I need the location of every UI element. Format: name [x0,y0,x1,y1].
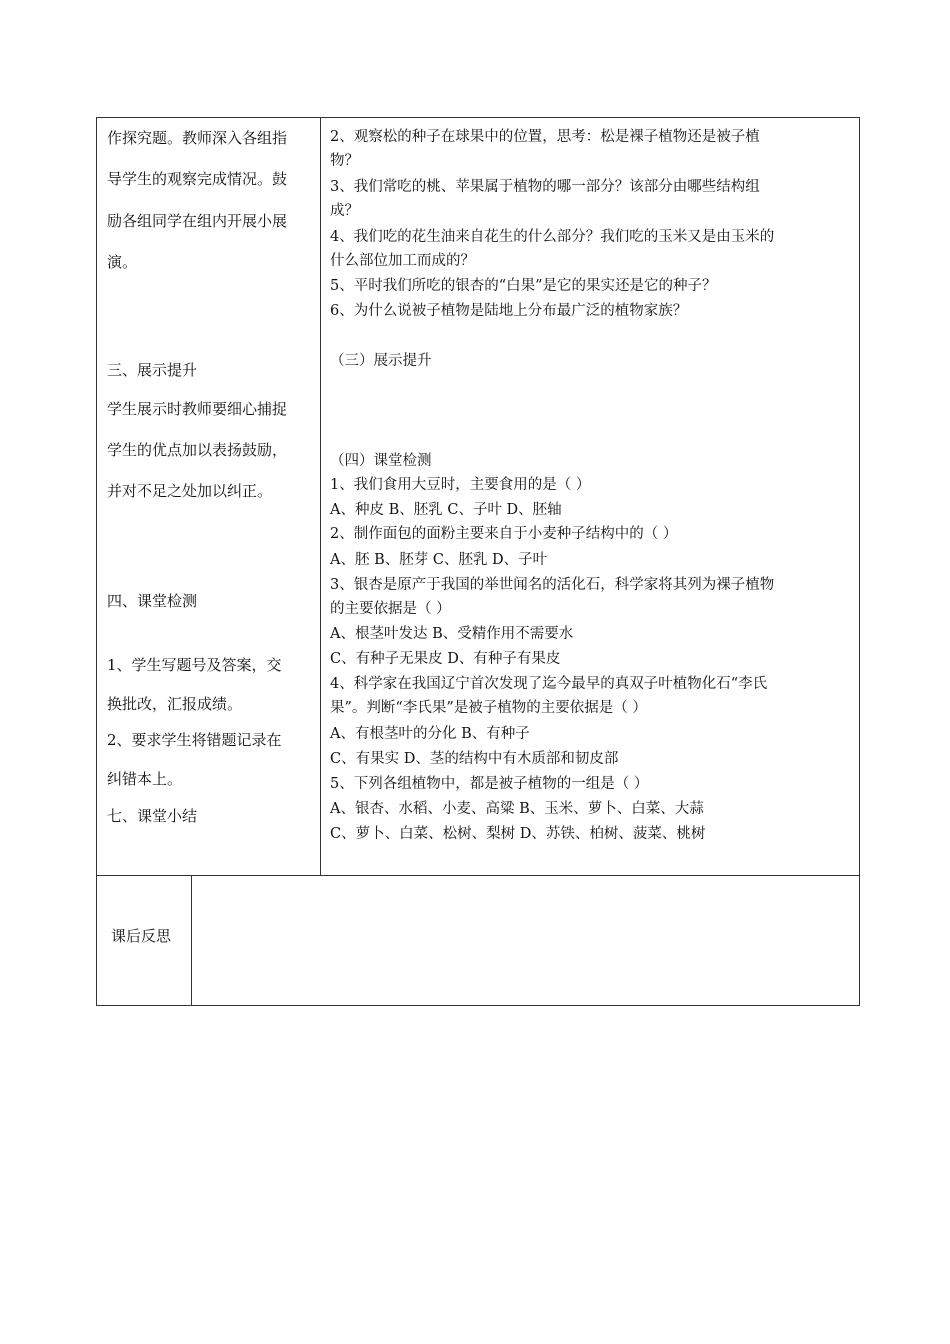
left-line: 导学生的观察完成情况。鼓 [107,170,288,188]
section-heading: 七、课堂小结 [107,807,198,825]
left-line: 换批改，汇报成绩。 [107,695,243,713]
left-line: 纠错本上。 [107,770,183,788]
reflection-content-cell [192,876,859,1005]
option-line: A、胚 B、胚芽 C、胚乳 D、子叶 [330,552,548,568]
left-line: 1、学生写题号及答案，交 [107,656,282,674]
option-line: A、种皮 B、胚乳 C、子叶 D、胚轴 [330,502,562,518]
question-line: 的主要依据是（ ） [330,601,451,617]
section-heading: 三、展示提升 [107,361,198,379]
left-line: 作探究题。教师深入各组指 [107,129,288,147]
question-line: 2、制作面包的面粉主要来自于小麦种子结构中的（ ） [330,526,678,542]
option-line: C、萝卜、白菜、松树、梨树 D、苏铁、柏树、菠菜、桃树 [330,826,706,842]
question-line: 4、科学家在我国辽宁首次发现了迄今最早的真双子叶植物化石“李氏 [330,676,768,692]
teacher-activity-column [97,118,320,875]
option-line: C、有果实 D、茎的结构中有木质部和韧皮部 [330,751,619,767]
option-line: A、根茎叶发达 B、受精作用不需要水 [330,626,574,642]
section-heading: （四）课堂检测 [330,453,432,469]
left-line: 2、要求学生将错题记录在 [107,731,282,749]
left-line: 学生展示时教师要细心捕捉 [107,400,288,418]
question-line: 果”。判断“李氏果”是被子植物的主要依据是（ ） [330,700,647,716]
option-line: C、有种子无果皮 D、有种子有果皮 [330,651,561,667]
section-heading: 四、课堂检测 [107,592,198,610]
left-line: 并对不足之处加以纠正。 [107,482,273,500]
question-line: 什么部位加工而成的？ [330,253,475,269]
student-activity-column [321,118,859,875]
reflection-label: 课后反思 [111,927,172,945]
left-line: 演。 [107,253,138,271]
question-line: 4、我们吃的花生油来自花生的什么部分？我们吃的玉米又是由玉米的 [330,229,775,245]
question-line: 成？ [330,203,359,219]
option-line: A、有根茎叶的分化 B、有种子 [330,726,530,742]
question-line: 1、我们食用大豆时，主要食用的是（ ） [330,477,591,493]
section-heading: （三）展示提升 [330,353,432,369]
lesson-table [96,117,860,876]
question-line: 3、我们常吃的桃、苹果属于植物的哪一部分？该部分由哪些结构组 [330,179,760,195]
question-line: 2、观察松的种子在球果中的位置，思考：松是裸子植物还是被子植 [330,129,760,145]
question-line: 5、平时我们所吃的银杏的“白果”是它的果实还是它的种子？ [330,278,717,294]
question-line: 物？ [330,153,359,169]
question-line: 5、下列各组植物中，都是被子植物的一组是（ ） [330,776,649,792]
option-line: A、银杏、水稻、小麦、高粱 B、玉米、萝卜、白菜、大蒜 [330,801,704,817]
left-line: 励各组同学在组内开展小展 [107,212,288,230]
question-line: 6、为什么说被子植物是陆地上分布最广泛的植物家族？ [330,303,688,319]
question-line: 3、银杏是原产于我国的举世闻名的活化石，科学家将其列为裸子植物 [330,577,775,593]
reflection-table [96,876,860,1006]
left-line: 学生的优点加以表扬鼓励， [107,441,288,459]
